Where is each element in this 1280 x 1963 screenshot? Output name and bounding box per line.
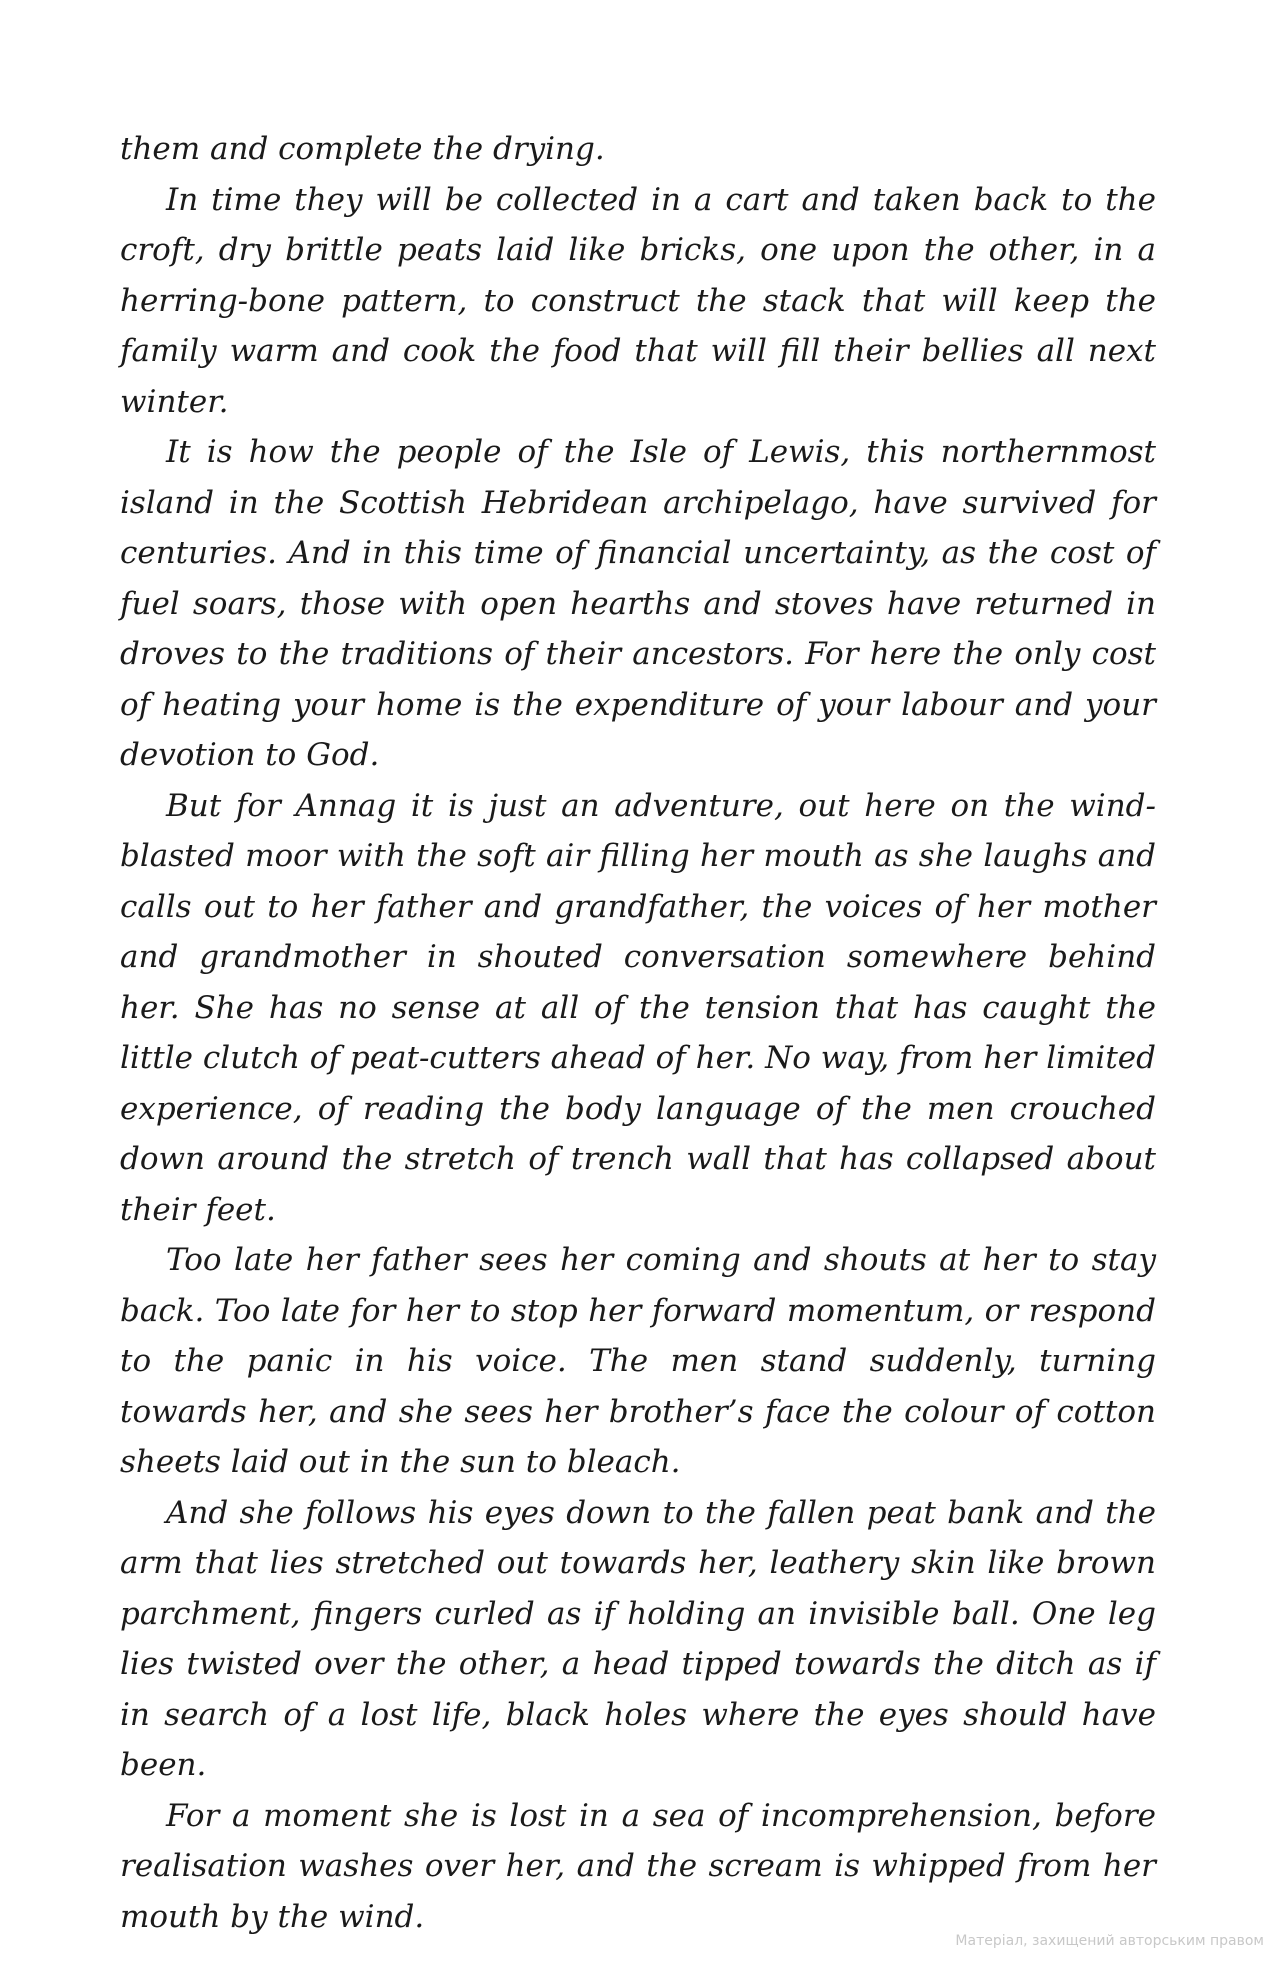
book-page-text	[120, 124, 1156, 1942]
paragraph-annag-adventure: But for Annag it is just an adventure, out here on the wind-blasted moor with the soft air filling her mouth as she laughs and calls out to her father and grandfather, the voices of her mother and grandmother in shouted conversation somewhere behind her. She has no sense at all of the tension that has caught the little clutch of peat-cutters ahead of her. No way, from her limited experience, of reading the body language of the men crouched down around the stretch of trench wall that has collapsed about their feet.	[120, 787, 1156, 1228]
copyright-watermark: Матеріал, захищений авторським правом	[955, 1933, 1264, 1949]
paragraph-continuation: them and complete the drying.	[120, 131, 605, 167]
paragraph-fallen-peat-bank: And she follows his eyes down to the fallen peat bank and the arm that lies stretched out towards her, leathery skin like brown parchment, fingers curled as if holding an invisible ball. One leg lies twisted over the other, a head tipped towards the ditch as if in search of a lost life, black holes where the eyes should have been.	[120, 1494, 1156, 1783]
paragraph-peat-collection: In time they will be collected in a cart and taken back to the croft, dry brittle peats laid like bricks, one upon the other, in a herring-bone pattern, to construct the stack that will keep the family warm and cook the food that will fill their bellies all next winter.	[120, 181, 1156, 420]
paragraph-isle-of-lewis: It is how the people of the Isle of Lewis, this northernmost island in the Scottish Hebridean archipelago, have survived for centuries. And in this time of financial uncertainty, as the cost of fuel soars, those with open hearths and stoves have returned in droves to the traditions of their ancestors. For here the only cost of heating your home is the expenditure of your labour and your devotion to God.	[120, 434, 1156, 773]
paragraph-scream: For a moment she is lost in a sea of incomprehension, before realisation washes over her, and the scream is whipped from her mouth by the wind.	[120, 1797, 1156, 1935]
paragraph-father-shouts: Too late her father sees her coming and shouts at her to stay back. Too late for her to stop her forward momentum, or respond to the panic in his voice. The men stand suddenly, turning towards her, and she sees her brother’s face the colour of cotton sheets laid out in the sun to bleach.	[120, 1242, 1156, 1480]
